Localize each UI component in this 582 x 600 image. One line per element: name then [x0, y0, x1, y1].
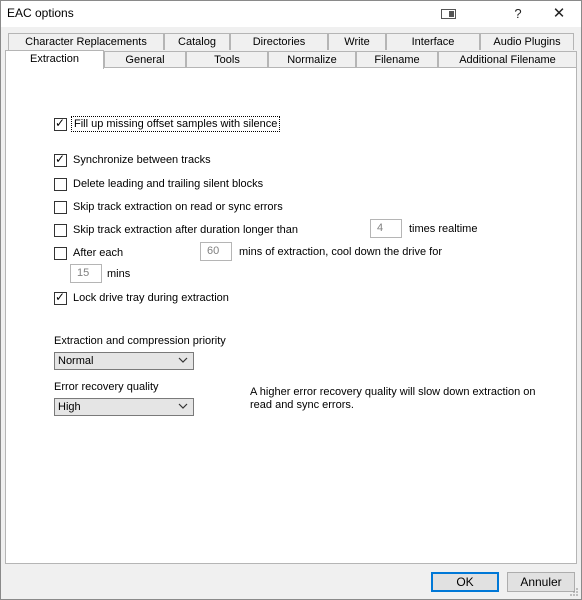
checkmark-icon: ✓: [55, 151, 66, 166]
extraction-panel: [5, 67, 577, 564]
delete-silent-label: Delete leading and trailing silent blocks: [73, 178, 264, 190]
checkmark-icon: ✓: [55, 115, 66, 130]
delete-silent-checkbox[interactable]: [54, 178, 67, 191]
fill-silence-checkbox[interactable]: [54, 115, 67, 131]
help-button[interactable]: ?: [514, 6, 522, 21]
skip-errors-label: Skip track extraction on read or sync errors: [73, 201, 283, 213]
fill-silence-label: Fill up missing offset samples with silence: [74, 118, 278, 130]
recovery-select[interactable]: [54, 398, 194, 416]
lock-tray-label: Lock drive tray during extraction: [73, 292, 229, 304]
cool-down-minutes-input[interactable]: 15: [70, 264, 102, 283]
tab-tools[interactable]: Tools: [186, 51, 268, 68]
chevron-down-icon: [178, 401, 188, 411]
cool-down-text: mins of extraction, cool down the drive for: [239, 246, 442, 258]
title-bar: [1, 1, 581, 27]
tab-general[interactable]: General: [104, 51, 186, 68]
window-title: EAC options: [7, 6, 74, 20]
realtime-factor-input[interactable]: 4: [370, 219, 402, 238]
cancel-button[interactable]: Annuler: [507, 572, 575, 592]
skip-errors-option[interactable]: [54, 199, 283, 215]
priority-value: Normal: [58, 355, 94, 367]
tab-character-replacements[interactable]: Character Replacements: [8, 33, 164, 50]
tab-catalog[interactable]: Catalog: [164, 33, 230, 50]
recovery-note: A higher error recovery quality will slow down extraction on read and sync errors.: [250, 386, 536, 411]
recovery-label: Error recovery quality: [54, 381, 159, 393]
after-each-label: After each: [73, 247, 124, 259]
tab-extraction[interactable]: Extraction: [5, 50, 104, 69]
tab-interface[interactable]: Interface: [386, 33, 480, 50]
skip-duration-checkbox[interactable]: [54, 224, 67, 237]
window-icon[interactable]: [441, 9, 456, 19]
lock-tray-checkbox[interactable]: [54, 289, 67, 305]
tab-filename[interactable]: Filename: [356, 51, 438, 68]
tab-additional-filename[interactable]: Additional Filename: [438, 51, 577, 68]
skip-duration-option[interactable]: [54, 222, 298, 238]
after-each-option[interactable]: [54, 245, 123, 261]
sync-tracks-checkbox[interactable]: [54, 151, 67, 167]
recovery-value: High: [58, 401, 81, 413]
priority-label: Extraction and compression priority: [54, 335, 226, 347]
priority-select[interactable]: [54, 352, 194, 370]
fill-silence-option[interactable]: [54, 116, 278, 132]
checkmark-icon: ✓: [55, 289, 66, 304]
delete-silent-option[interactable]: [54, 176, 263, 192]
resize-grip-icon[interactable]: [569, 587, 579, 597]
tab-audio-plugins[interactable]: Audio Plugins: [480, 33, 574, 50]
chevron-down-icon: [178, 355, 188, 365]
realtime-suffix: times realtime: [409, 223, 478, 235]
tab-write[interactable]: Write: [328, 33, 386, 50]
ok-button[interactable]: OK: [431, 572, 499, 592]
cool-down-suffix: mins: [107, 268, 131, 280]
sync-tracks-label: Synchronize between tracks: [73, 154, 211, 166]
tab-normalize[interactable]: Normalize: [268, 51, 356, 68]
after-each-checkbox[interactable]: [54, 247, 67, 260]
sync-tracks-option[interactable]: [54, 152, 211, 168]
close-button[interactable]: ✕: [552, 5, 566, 22]
skip-duration-label: Skip track extraction after duration longer than: [73, 224, 299, 236]
tab-directories[interactable]: Directories: [230, 33, 328, 50]
lock-tray-option[interactable]: [54, 290, 229, 306]
skip-errors-checkbox[interactable]: [54, 201, 67, 214]
extraction-minutes-input[interactable]: 60: [200, 242, 232, 261]
